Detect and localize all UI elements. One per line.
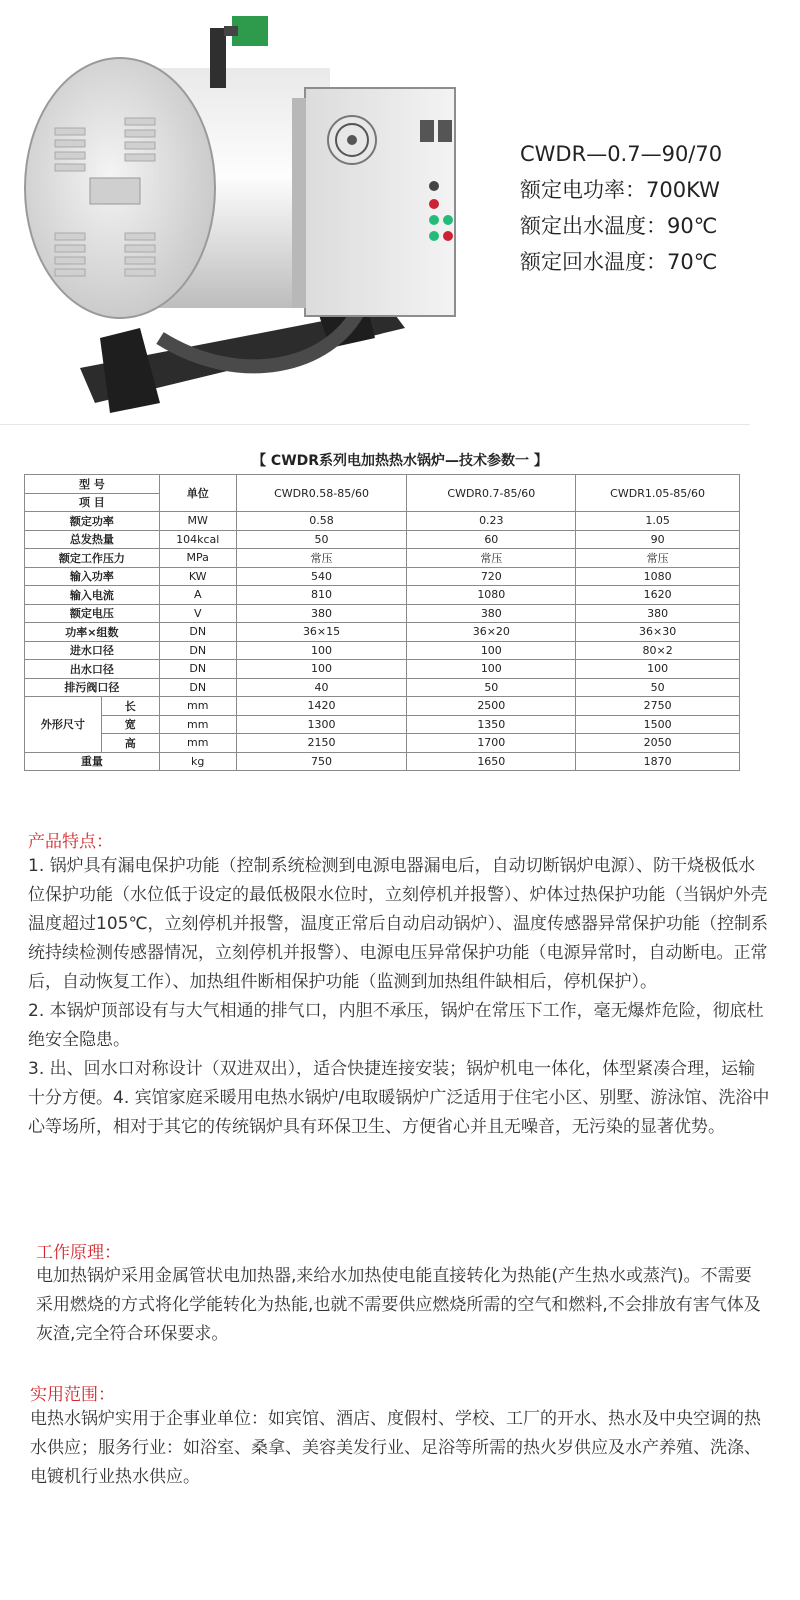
row-item-label: 额定工作压力: [25, 549, 160, 568]
row-value-1: 40: [236, 678, 407, 697]
spec-summary: [520, 136, 722, 280]
row-unit: mm: [159, 697, 236, 716]
features-title: 产品特点：: [28, 832, 113, 852]
row-value-3: 1870: [576, 752, 740, 771]
spec-line-power: 额定电功率：700KW: [520, 178, 720, 202]
row-unit: MW: [159, 512, 236, 531]
row-item-label: 排污阀口径: [25, 678, 160, 697]
table-row: [25, 549, 740, 568]
row-unit: 104kcal: [159, 530, 236, 549]
header-model-1: CWDR0.58-85/60: [236, 475, 407, 512]
table-row: [25, 604, 740, 623]
table-row: [25, 530, 740, 549]
dimension-sub-label: 宽: [101, 715, 159, 734]
row-value-2: 2500: [407, 697, 576, 716]
row-value-3: 1080: [576, 567, 740, 586]
header-type: 型 号: [25, 475, 160, 494]
row-item-label: 功率×组数: [25, 623, 160, 642]
row-value-1: 0.58: [236, 512, 407, 531]
row-unit: DN: [159, 678, 236, 697]
row-unit: KW: [159, 567, 236, 586]
table-row: [25, 660, 740, 679]
row-value-2: 36×20: [407, 623, 576, 642]
row-value-1: 50: [236, 530, 407, 549]
table-row-weight: [25, 752, 740, 771]
table-title: 【 CWDR系列电加热热水锅炉—技术参数一 】: [252, 453, 548, 469]
header-model-3: CWDR1.05-85/60: [576, 475, 740, 512]
row-value-2: 常压: [407, 549, 576, 568]
table-row-dimension: [25, 734, 740, 753]
table-row: [25, 641, 740, 660]
table-body: [25, 512, 740, 771]
principle-title: 工作原理：: [36, 1243, 121, 1263]
row-value-3: 80×2: [576, 641, 740, 660]
scope-body: 电热水锅炉实用于企事业单位：如宾馆、酒店、度假村、学校、工厂的开水、热水及中央空调的热水供应；服务行业：如浴室、桑拿、美容美发行业、足浴等所需的热火岁供应及水产养殖、洗涤、电镀机行业热水供应。: [30, 1409, 761, 1487]
table-row-dimension: [25, 715, 740, 734]
features-body: [28, 852, 770, 1142]
row-unit: DN: [159, 660, 236, 679]
spec-table: [24, 474, 740, 771]
row-value-3: 1620: [576, 586, 740, 605]
table-header-row: [25, 475, 740, 494]
row-value-2: 720: [407, 567, 576, 586]
row-unit: DN: [159, 623, 236, 642]
feature-paragraph-3: 3. 出、回水口对称设计（双进双出），适合快捷连接安装；锅炉机电一体化，体型紧凑合理，运输十分方便。4. 宾馆家庭采暖用电热水锅炉/电取暖锅炉广泛适用于住宅小区、别墅、游泳馆、洗浴中心等场所，相对于其它的传统锅炉具有环保卫生、方便省心并且无噪音，无污染的显著优势。: [28, 1059, 770, 1137]
row-value-2: 380: [407, 604, 576, 623]
scope-title: 实用范围：: [30, 1385, 115, 1405]
table-row: [25, 678, 740, 697]
row-item-label: 总发热量: [25, 530, 160, 549]
row-value-2: 50: [407, 678, 576, 697]
table-row: [25, 586, 740, 605]
dimension-group-label: 外形尺寸: [25, 697, 102, 753]
row-value-1: 1300: [236, 715, 407, 734]
divider: [0, 424, 750, 425]
row-item-label: 出水口径: [25, 660, 160, 679]
row-value-1: 810: [236, 586, 407, 605]
row-value-3: 36×30: [576, 623, 740, 642]
row-item-label: 额定电压: [25, 604, 160, 623]
row-unit: mm: [159, 734, 236, 753]
principle-body: 电加热锅炉采用金属管状电加热器,来给水加热使电能直接转化为热能(产生热水或蒸汽)。不需要采用燃烧的方式将化学能转化为热能,也就不需要供应燃烧所需的空气和燃料,不会排放有害气体及灰渣,完全符合环保要求。: [36, 1266, 761, 1344]
row-value-1: 100: [236, 660, 407, 679]
header-unit-placeholder: 单位: [159, 475, 236, 512]
row-value-3: 50: [576, 678, 740, 697]
row-item-label: 重量: [25, 752, 160, 771]
spec-line-return-temp: 额定回水温度：70℃: [520, 250, 718, 274]
row-value-2: 60: [407, 530, 576, 549]
row-value-3: 380: [576, 604, 740, 623]
row-value-3: 100: [576, 660, 740, 679]
boiler-image: [10, 8, 480, 420]
row-unit: kg: [159, 752, 236, 771]
row-value-1: 380: [236, 604, 407, 623]
row-value-3: 1.05: [576, 512, 740, 531]
feature-paragraph-2: 2. 本锅炉顶部设有与大气相通的排气口，内胆不承压，锅炉在常压下工作，毫无爆炸危险，彻底杜绝安全隐患。: [28, 1001, 764, 1050]
row-item-label: 输入功率: [25, 567, 160, 586]
row-value-2: 1350: [407, 715, 576, 734]
hero-section: [0, 0, 800, 430]
spec-line-outlet-temp: 额定出水温度：90℃: [520, 214, 718, 238]
row-value-2: 0.23: [407, 512, 576, 531]
row-unit: MPa: [159, 549, 236, 568]
row-value-1: 常压: [236, 549, 407, 568]
dimension-sub-label: 高: [101, 734, 159, 753]
row-value-1: 100: [236, 641, 407, 660]
row-value-2: 1650: [407, 752, 576, 771]
row-value-1: 2150: [236, 734, 407, 753]
table-row-dimension: [25, 697, 740, 716]
row-value-2: 1080: [407, 586, 576, 605]
row-value-1: 750: [236, 752, 407, 771]
row-value-3: 90: [576, 530, 740, 549]
row-unit: V: [159, 604, 236, 623]
row-value-1: 36×15: [236, 623, 407, 642]
row-value-3: 常压: [576, 549, 740, 568]
model-name: CWDR—0.7—90/70: [520, 142, 723, 166]
row-item-label: 额定功率: [25, 512, 160, 531]
row-value-3: 1500: [576, 715, 740, 734]
row-item-label: 进水口径: [25, 641, 160, 660]
feature-paragraph-1: 1. 锅炉具有漏电保护功能（控制系统检测到电源电器漏电后，自动切断锅炉电源）、防干烧极低水位保护功能（水位低于设定的最低极限水位时，立刻停机并报警）、炉体过热保护功能（当锅炉外壳温度超过105℃，立刻停机并报警，温度正常后自动启动锅炉）、温度传感器异常保护功能（控制系统持续检测传感器情况，立刻停机并报警）、电源电压异常保护功能（电源异常时，自动断电。正常后，自动恢复工作）、加热组件断相保护功能（监测到加热组件缺相后，停机保护）。: [28, 856, 769, 992]
header-item: 项 目: [25, 493, 160, 512]
row-unit: DN: [159, 641, 236, 660]
row-value-2: 100: [407, 660, 576, 679]
row-unit: mm: [159, 715, 236, 734]
table-row: [25, 623, 740, 642]
row-value-3: 2050: [576, 734, 740, 753]
row-value-1: 1420: [236, 697, 407, 716]
header-model-2: CWDR0.7-85/60: [407, 475, 576, 512]
table-row: [25, 512, 740, 531]
table-row: [25, 567, 740, 586]
row-value-3: 2750: [576, 697, 740, 716]
row-unit: A: [159, 586, 236, 605]
row-value-2: 100: [407, 641, 576, 660]
dimension-sub-label: 长: [101, 697, 159, 716]
row-item-label: 输入电流: [25, 586, 160, 605]
row-value-2: 1700: [407, 734, 576, 753]
row-value-1: 540: [236, 567, 407, 586]
